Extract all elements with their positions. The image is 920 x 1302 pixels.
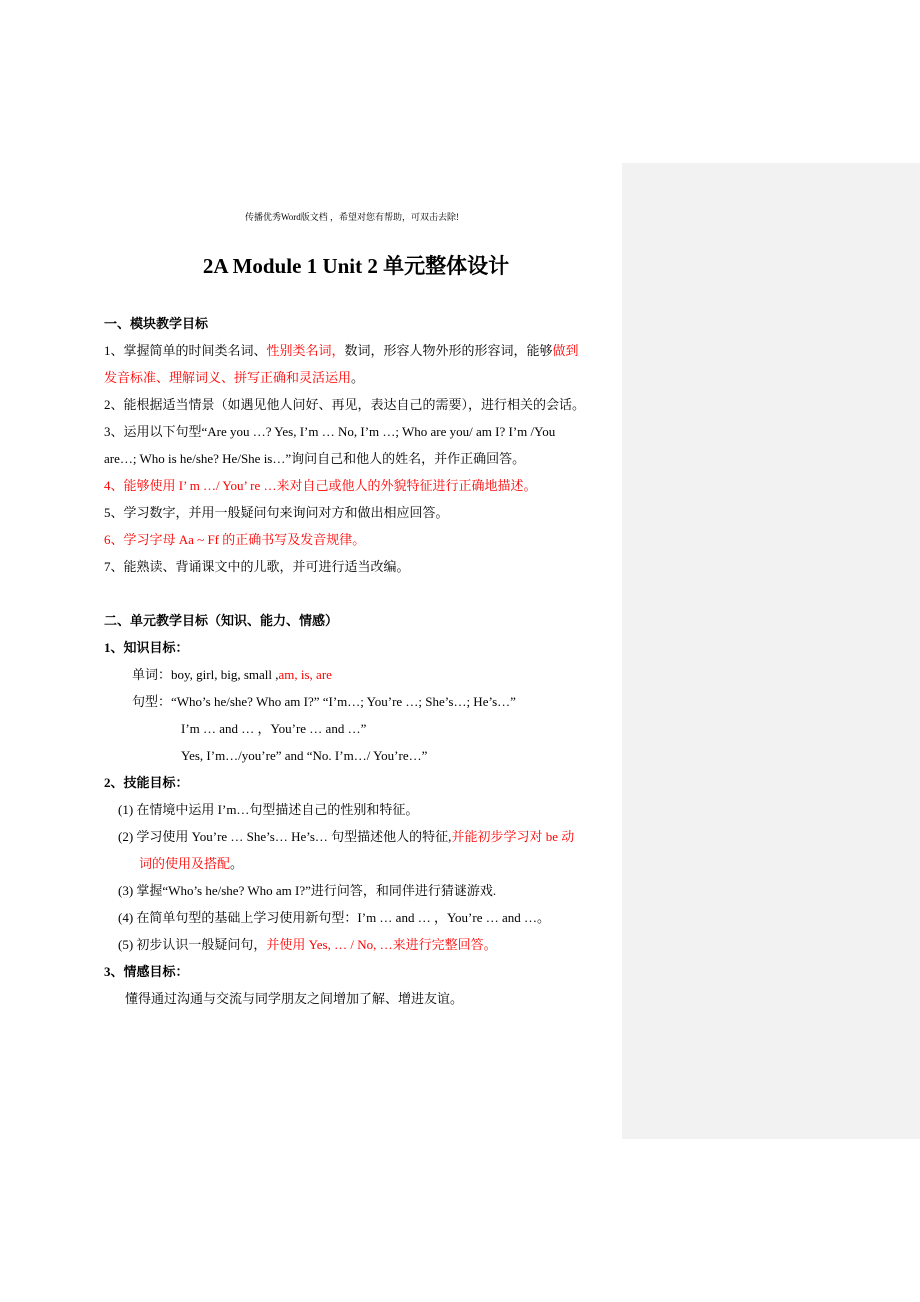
watermark-text: 传播优秀Word版文档 ，希望对您有帮助，可双击去除! [245,212,460,222]
skill-3: (3) 掌握“Who’s he/she? Who am I?”进行问答，和同伴进行猜谜游戏. [118,883,497,898]
page-title: 2A Module 1 Unit 2 单元整体设计 [202,254,510,278]
skill-2-text-b: 并能初步学习对 be 动 [451,829,575,844]
skill-5-text-b: 并使用 Yes, … / No, …来进行完整回答。 [266,937,497,952]
emotion-heading: 3、情感目标： [104,964,189,979]
vocab-be-verbs: am, is, are [278,667,332,682]
goal-1-text-e: 发音标准、理解词义、拼写正确和灵活运用 [104,370,352,385]
skill-2-text-a: (2) 学习使用 You’re … She’s… He’s… 句型描述他人的特征, [118,829,452,844]
goal-3-line1: 3、运用以下句型“Are you …? Yes, I’m … No, I’m …; Who are you/ am I? I’m /You [104,424,556,439]
goal-1-text-b: 性别类名词， [266,343,345,358]
goal-1-text-c: 数词，形容人物外形的形容词，能够 [344,343,553,358]
goal-1-text-d: 做到 [552,343,579,358]
skill-1: (1) 在情境中运用 I’m…句型描述自己的性别和特征。 [118,802,419,817]
skill-5-text-a: (5) 初步认识一般疑问句， [118,937,267,952]
skill-2-line1 [118,828,574,846]
goal-4: 4、能够使用 I’ m …/ You’ re …来对自己或他人的外貌特征进行正确地描述。 [104,478,537,493]
knowledge-heading: 1、知识目标： [104,640,189,655]
goal-2: 2、能根据适当情景（如遇见他人问好、再见，表达自己的需要），进行相关的会话。 [104,397,586,412]
goal-3-line2: are…; Who is he/she? He/She is…”询问自己和他人的姓名，并作正确回答。 [104,451,526,466]
comment-pane [622,163,920,1139]
skill-2-line2 [139,855,243,873]
skills-heading: 2、技能目标： [104,775,189,790]
goal-5: 5、学习数字，并用一般疑问句来询问对方和做出相应回答。 [104,505,449,520]
skill-2-text-c: 词的使用及搭配 [139,856,231,871]
pattern-line-3: Yes, I’m…/you’re” and “No. I’m…/ You’re…” [181,748,428,763]
pattern-line-2: I’m … and … ，You’re … and …” [181,721,367,736]
section1-heading: 一、模块教学目标 [104,316,209,331]
skill-2-text-d: 。 [230,856,244,871]
skill-5 [118,936,497,954]
section2-heading: 二、单元教学目标（知识、能力、情感） [104,613,339,628]
emotion-text: 懂得通过沟通与交流与同学朋友之间增加了解、增进友谊。 [125,991,464,1006]
goal-1-text-f: 。 [351,370,365,385]
goal-1-line2 [104,369,364,387]
pattern-line-1: 句型：“Who’s he/she? Who am I?” “I’m…; You’re …; She’s…; He’s…” [132,694,516,709]
vocab-text: 单词：boy, girl, big, small , [132,667,279,682]
goal-7: 7、能熟读、背诵课文中的儿歌，并可进行适当改编。 [104,559,410,574]
vocab-line [132,666,332,684]
goal-1-text-a: 1、掌握简单的时间类名词、 [104,343,267,358]
skill-4: (4) 在简单句型的基础上学习使用新句型：I’m … and … ，You’re … and …。 [118,910,550,925]
goal-6: 6、学习字母 Aa ~ Ff 的正确书写及发音规律。 [104,532,366,547]
goal-1-line1 [104,342,579,360]
